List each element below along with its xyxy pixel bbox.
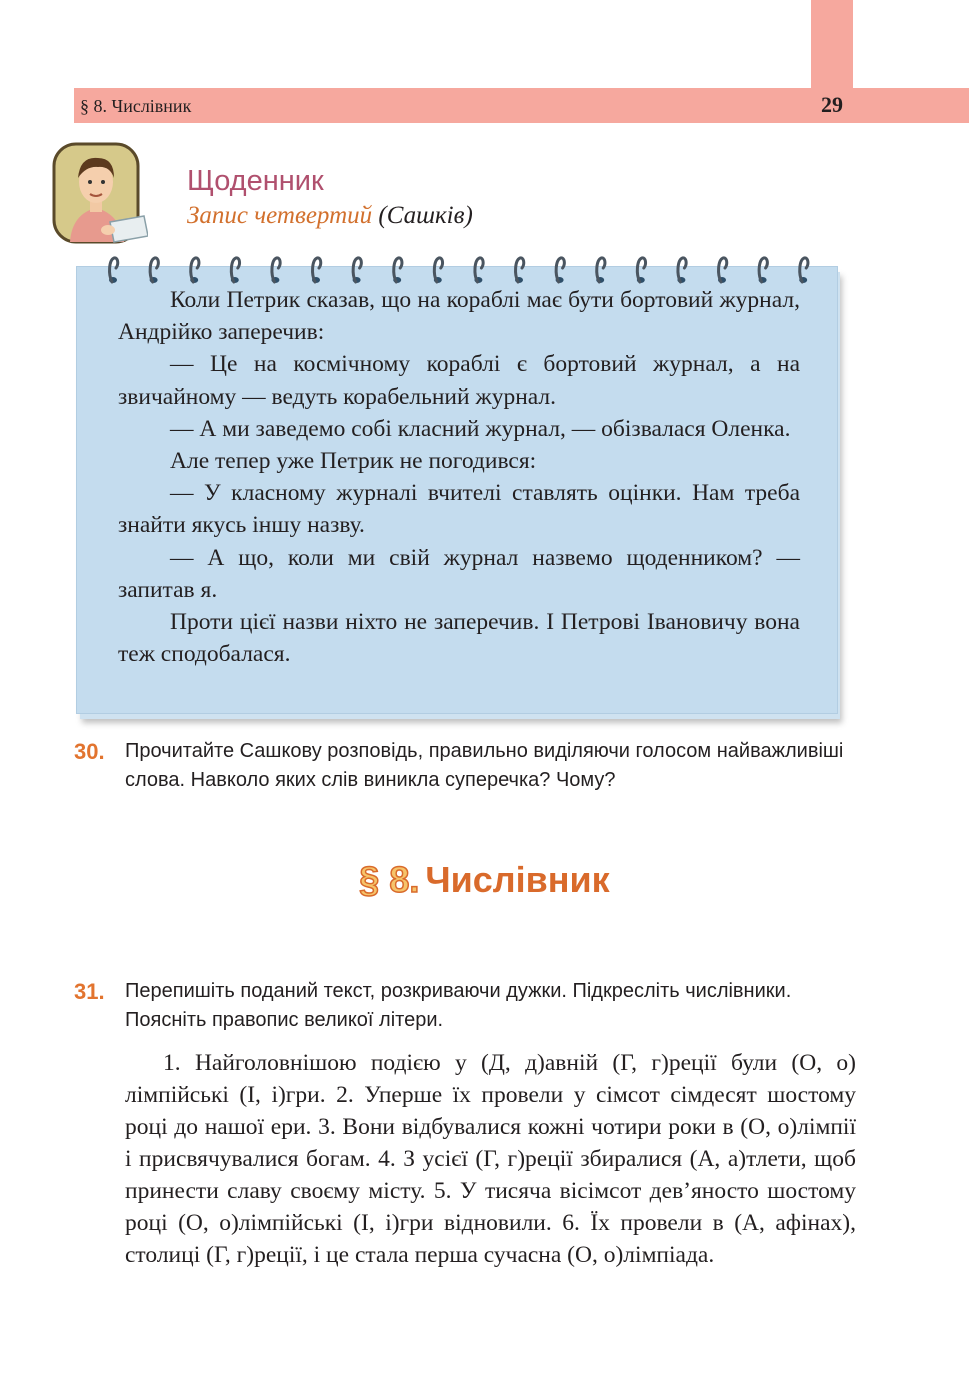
spiral-ring-icon xyxy=(556,258,565,283)
task-number: 30. xyxy=(74,739,105,764)
spiral-ring-icon xyxy=(718,258,727,283)
spiral-ring-icon xyxy=(150,258,159,283)
page-number: 29 xyxy=(821,92,843,117)
notebook-paragraph: Але тепер уже Петрик не погодився: xyxy=(170,448,537,475)
exercise-text xyxy=(125,1047,856,1271)
spiral-ring-icon xyxy=(759,258,768,283)
notebook-paragraph: Проти цієї назви ніхто не заперечив. І Петрові Івановичу вона теж сподобалася. xyxy=(118,609,800,668)
spiral-ring-icon xyxy=(596,258,605,283)
exercise-paragraph: 1. Найголовнішою подією у (Д, д)авній (Г, г)реції були (О, о) лімпійські (І, і)гри. 2. Уперше їх провели у сімсот сімдесят шостому році до нашої ери. 3. Вони відбувалися кожні чотири роки в (О, о)лімпії і присвячувалися богам. 4. З усієї (Г, г)реції збиралися (А, а)тлети, щоб принести славу своєму місту. 5. У тисяча вісімсот дев’яносто шостому році (О, о)лімпійські (І, і)гри відновили. 6. Їх провели в (А, афінах), столиці (Г, г)реції, і це стала перша сучасна (О, о)лімпіада. xyxy=(125,1050,856,1268)
entry-label: Запис четвертий xyxy=(187,202,373,229)
notebook-paragraph: — Це на космічному кораблі є бортовий журнал, а на звичайному — ведуть корабельний журнал. xyxy=(118,351,800,410)
spiral-ring-icon xyxy=(434,258,443,283)
spiral-ring-icon xyxy=(271,258,280,283)
spiral-ring-icon xyxy=(515,258,524,283)
spiral-ring-icon xyxy=(474,258,483,283)
task-text: Прочитайте Сашкову розповідь, правильно виділяючи голосом найважливіші слова. Навколо яких слів виникла суперечка? Чому? xyxy=(125,740,844,791)
running-header-title: § 8. Числівник xyxy=(80,96,192,116)
notebook-text xyxy=(118,284,800,670)
spiral-ring-icon xyxy=(231,258,240,283)
section-title: Числівник xyxy=(425,859,610,900)
notebook-paragraph: — А що, коли ми свій журнал назвемо щоденником? — запитав я. xyxy=(118,544,800,603)
notebook-paragraph: — У класному журналі вчителі ставлять оцінки. Нам треба знайти якусь іншу назву. xyxy=(118,480,800,539)
notebook-paragraph: Коли Петрик сказав, що на кораблі має бути бортовий журнал, Андрійко заперечив: xyxy=(118,287,800,346)
notebook-spirals xyxy=(100,252,820,288)
spiral-ring-icon xyxy=(190,258,199,283)
task-text: Перепишіть поданий текст, розкриваючи дужки. Підкресліть числівники. Поясніть правопис великої літери. xyxy=(125,980,792,1031)
section-heading xyxy=(0,855,969,905)
spiral-ring-icon xyxy=(312,258,321,283)
task-number: 31. xyxy=(74,979,105,1004)
notebook-paragraph: — А ми заведемо собі класний журнал, — обізвалася Оленка. xyxy=(170,415,791,442)
section-mark: § 8. xyxy=(359,859,420,900)
spiral-ring-icon xyxy=(677,258,686,283)
spiral-ring-icon xyxy=(353,258,362,283)
boy-avatar-icon xyxy=(52,142,148,246)
entry-author: (Сашків) xyxy=(378,202,473,229)
spiral-ring-icon xyxy=(799,258,808,283)
spiral-ring-icon xyxy=(109,258,118,283)
task-31 xyxy=(74,977,864,1035)
diary-title: Щоденник xyxy=(187,165,324,197)
diary-subtitle xyxy=(187,201,473,231)
spiral-ring-icon xyxy=(637,258,646,283)
spiral-ring-icon xyxy=(393,258,402,283)
task-30 xyxy=(74,737,864,795)
